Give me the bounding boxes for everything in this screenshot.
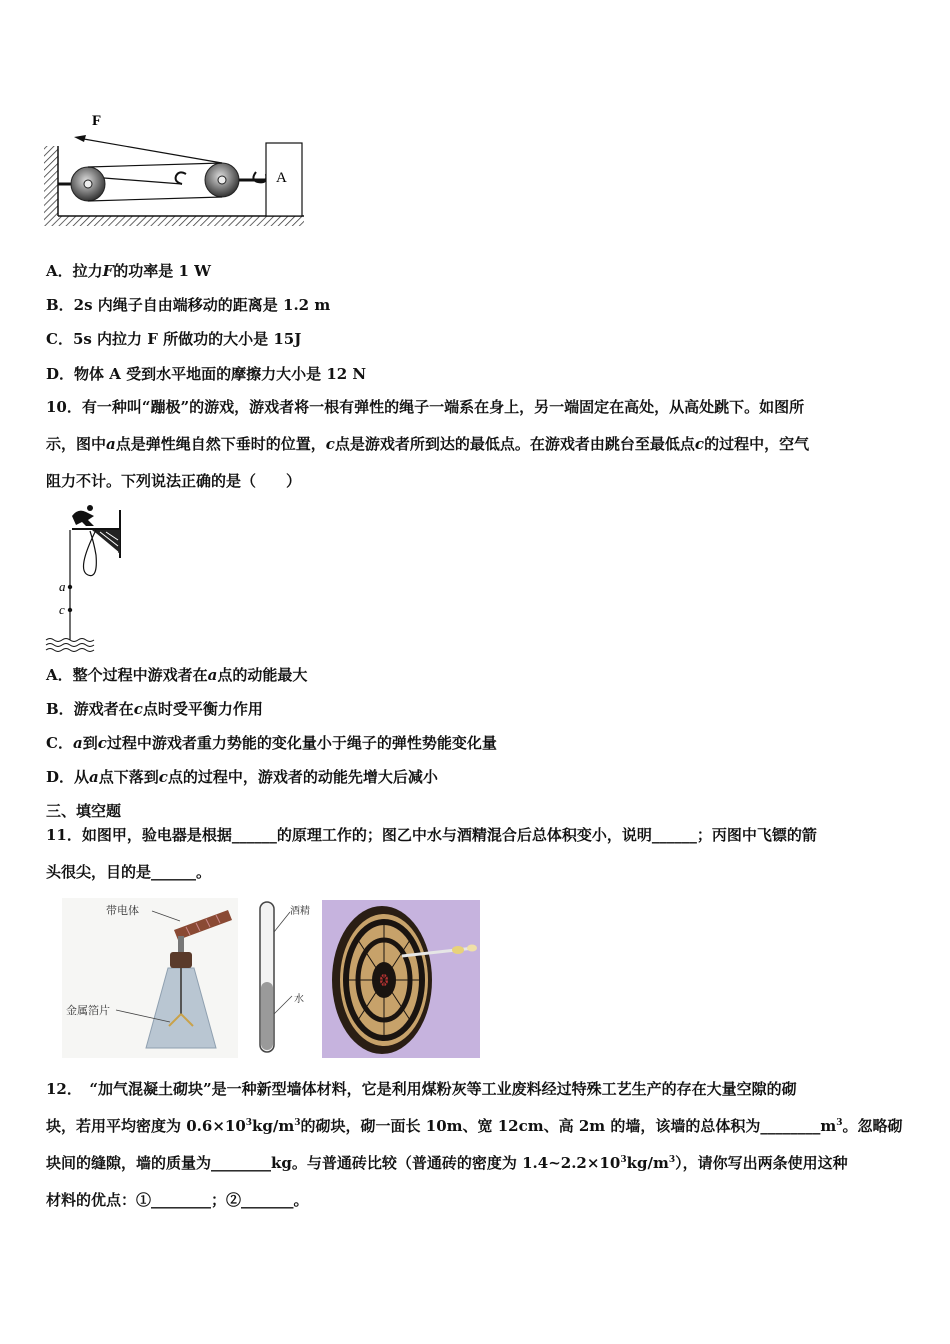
q9-option-c: C．5s 内拉力 F 所做功的大小是 15J	[46, 330, 302, 348]
wall-hatch	[44, 146, 58, 226]
q10-option-a: A．整个过程中游戏者在a点的动能最大	[46, 666, 308, 684]
q10-line1: 10．有一种叫“蹦极”的游戏，游戏者将一根有弹性的绳子一端系在身上，另一端固定在高处，从高处跳下。如图所	[46, 398, 805, 416]
q10-option-d: D．从a点下落到c点的过程中，游戏者的动能先增大后减小	[46, 768, 438, 786]
water-label: 水	[294, 994, 304, 1005]
q11-line1: 11．如图甲，验电器是根据______的原理工作的；图乙中水与酒精混合后总体积变小，说明______；丙图中飞镖的箭	[46, 826, 817, 844]
dartboard-figure	[322, 900, 480, 1058]
q12-line1: 12． “加气混凝土砌块”是一种新型墙体材料，它是利用煤粉灰等工业废料经过特殊工艺生产的存在大量空隙的砌	[46, 1080, 797, 1098]
q11-stem	[46, 817, 906, 891]
q10-option-c: C．a到c过程中游戏者重力势能的变化量小于绳子的弹性势能变化量	[46, 734, 497, 752]
q9-option-a-var: F	[102, 262, 114, 280]
q9-option-d: D．物体 A 受到水平地面的摩擦力大小是 12 N	[46, 365, 367, 383]
q10-stem	[46, 389, 906, 500]
jumper-icon	[72, 511, 94, 526]
test-tube-figure	[250, 898, 320, 1062]
q10-line2: 示，图中a点是弹性绳自然下垂时的位置，c点是游戏者所到达的最低点。在游戏者由跳台至最低点c的过程中，空气	[46, 435, 810, 453]
q11-line2: 头很尖，目的是______。	[46, 863, 212, 881]
q12-line4: 材料的优点：①________；②_______。	[46, 1191, 309, 1209]
q9-option-a-text2: 的功率是 1 W	[113, 262, 212, 280]
point-a-label: a	[59, 579, 66, 594]
force-label: F	[92, 113, 102, 129]
q9-option-a-text1: A．拉力	[46, 262, 103, 280]
block-a-label: A	[276, 170, 287, 186]
electroscope-figure	[62, 898, 238, 1058]
pulley-figure	[42, 108, 307, 228]
q10-option-b: B．游戏者在c点时受平衡力作用	[46, 700, 263, 718]
charged-body-label: 带电体	[106, 904, 139, 917]
q9-option-b: B．2s 内绳子自由端移动的距离是 1.2 m	[46, 296, 331, 314]
point-c-label: c	[59, 602, 65, 617]
ground-hatch	[58, 216, 304, 226]
metal-foil-label: 金属箔片	[66, 1004, 110, 1017]
q12-line2: 块，若用平均密度为 $0.6\times 10^3kg/m^3$的砌块，砌一面长 10m、宽 12cm、高 2m 的墙，该墙的总体积为$\_\_\_\_\_\_\_\_m^3$。忽略砌	[46, 1117, 903, 1135]
q12-stem	[46, 1071, 906, 1219]
q12-line3: 块间的缝隙，墙的质量为________kg。与普通砖比较（普通砖的密度为 $1.4\sim 2.2\times 10^3kg/m^3$），请你写出两条使用这种	[46, 1154, 848, 1172]
section-heading: 三、填空题	[46, 802, 122, 820]
bungee-figure	[42, 500, 132, 655]
alcohol-label: 酒精	[290, 906, 310, 917]
q9-option-a	[46, 261, 211, 281]
force-arrow	[78, 138, 222, 163]
q10-line3: 阻力不计。下列说法正确的是（ ）	[46, 472, 302, 490]
